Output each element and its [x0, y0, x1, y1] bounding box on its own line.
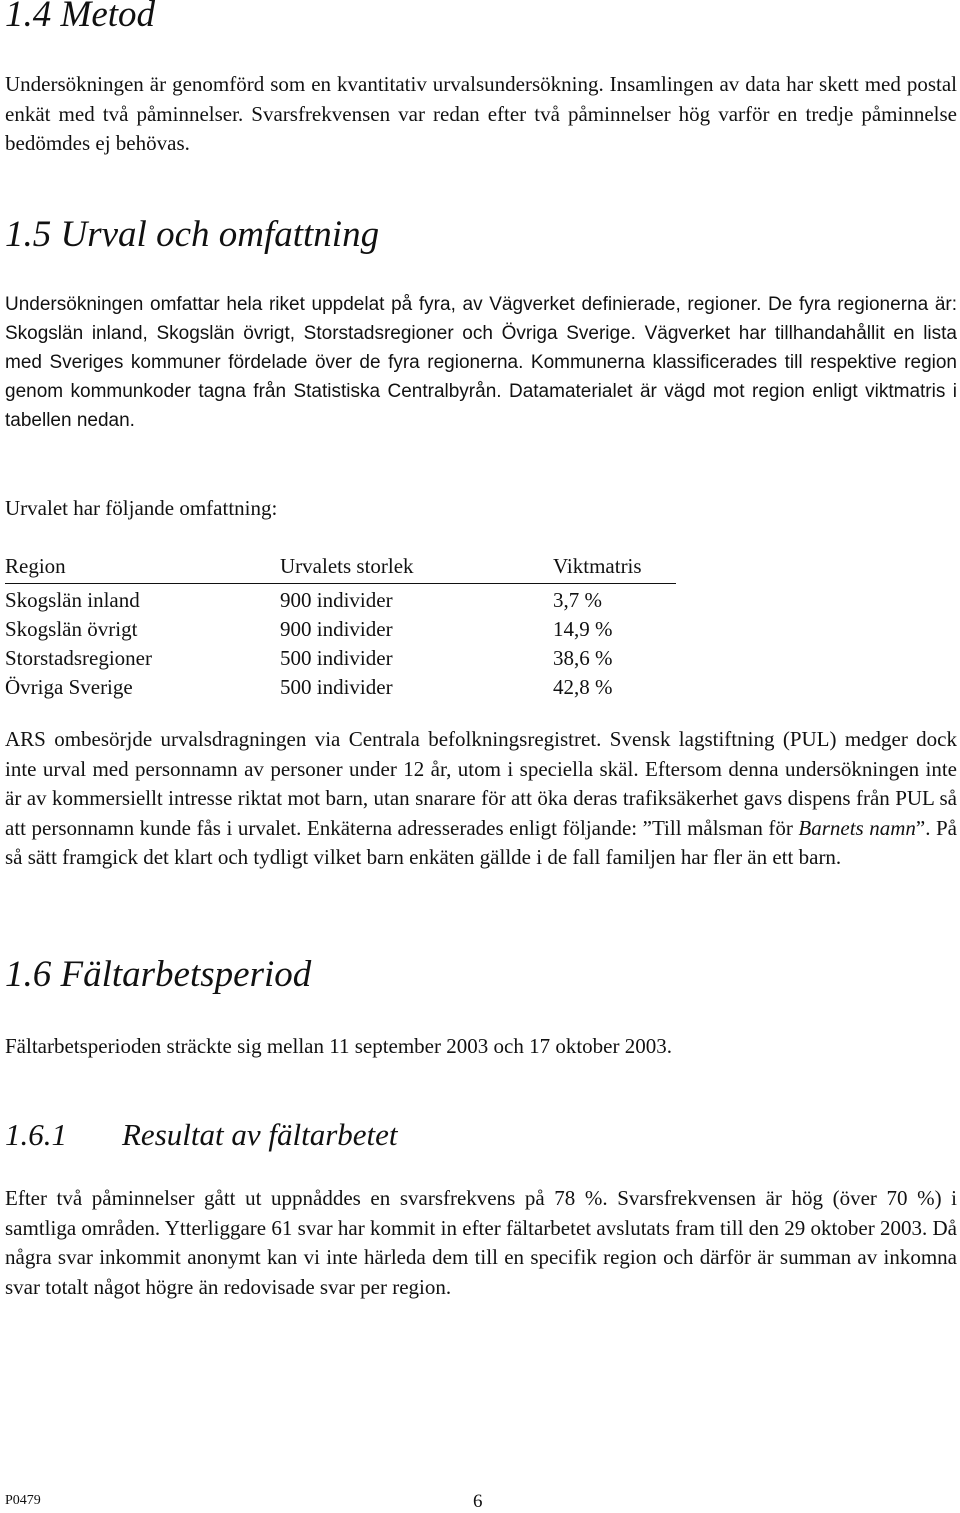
table-cell-region: Storstadsregioner: [5, 646, 152, 670]
table-row: [5, 615, 685, 644]
table-cell-region: Skogslän inland: [5, 588, 140, 612]
urval-paragraph: Undersökningen omfattar hela riket uppdelat på fyra, av Vägverket definierade, regioner. De fyra regionerna är: Skogslän inland, Skogslän övrigt, Storstadsregioner och Övriga Sverige. Vägverket har tillhandahållit en lista med Sveriges kommuner fördelade över de fyra regionerna. Kommunerna klassificerades till respektive region genom kommunkoder tagna från Statistiska Centralbyrån. Datamaterialet är vägd mot region enligt viktmatris i tabellen nedan.: [5, 294, 957, 431]
table-cell-size: 900 individer: [280, 617, 393, 641]
table-header: Region: [5, 554, 66, 578]
table-header: Viktmatris: [553, 554, 642, 578]
resultat-paragraph: Efter två påminnelser gått ut uppnåddes en svarsfrekvens på 78 %. Svarsfrekvensen är hög (över 70 %) i samtliga områden. Ytterliggare 61 svar har kommit in efter fältarbetet avslutats fram till den 29 oktober 2003. Då några svar inkommit anonymt kan vi inte härleda dem till en specifik region och därför är summan av inkomna svar totalt något högre än redovisade svar per region.: [5, 1186, 957, 1299]
faltarbetsperiod-paragraph: Fältarbetsperioden sträckte sig mellan 11 september 2003 och 17 oktober 2003.: [5, 1034, 672, 1058]
section-heading-metod: 1.4 Metod: [5, 0, 156, 35]
subsection-number: 1.6.1: [5, 1117, 67, 1152]
section-heading-urval: 1.5 Urval och omfattning: [5, 214, 380, 255]
ars-paragraph: [5, 725, 957, 873]
urval-intro: Urvalet har följande omfattning:: [5, 496, 278, 520]
table-cell-weight: 38,6 %: [553, 646, 613, 670]
table-header-row: [5, 552, 685, 581]
ars-text-part-1: ARS ombesörjde urvalsdragningen via Centrala befolkningsregistret. Svensk lagstiftning (PUL) medger dock inte urval med personnamn av personer under 12 år, utom i speciella skäl. Eftersom denna undersökningen inte är av kommersiellt intresse riktat mot barn, utan snarare för att öka deras trafiksäkerhet gavs dispens från PUL så att personnamn kunde fås i urvalet. Enkäterna adresserades enligt följande: ”Till målsman för: [5, 727, 957, 840]
table-row: [5, 644, 685, 673]
ars-text-part-2: ”. På så sätt framgick det klart och tydligt vilket barn enkäten gällde i de fall familjen har fler än ett barn.: [5, 815, 958, 869]
section-heading-faltarbetsperiod: 1.6 Fältarbetsperiod: [5, 954, 312, 995]
table-cell-weight: 14,9 %: [553, 617, 613, 641]
sample-table: [5, 552, 685, 702]
subsection-title: Resultat av fältarbetet: [122, 1117, 398, 1152]
table-row: [5, 673, 685, 702]
table-cell-weight: 3,7 %: [553, 588, 602, 612]
table-cell-size: 500 individer: [280, 675, 393, 699]
page-number: 6: [473, 1491, 483, 1512]
table-cell-region: Övriga Sverige: [5, 675, 133, 699]
ars-text-italic: Barnets namn: [798, 815, 916, 840]
table-row: [5, 586, 685, 615]
table-cell-size: 900 individer: [280, 588, 393, 612]
metod-paragraph: Undersökningen är genomförd som en kvantitativ urvalsundersökning. Insamlingen av data har skett med postal enkät med två påminnelser. Svarsfrekvensen var redan efter två påminnelser hög varför en tredje påminnelse bedömdes ej behövas.: [5, 72, 957, 155]
table-cell-region: Skogslän övrigt: [5, 617, 138, 641]
table-header: Urvalets storlek: [280, 554, 414, 578]
table-header-rule: [5, 583, 676, 584]
table-cell-size: 500 individer: [280, 646, 393, 670]
table-cell-weight: 42,8 %: [553, 675, 613, 699]
document-code: P0479: [5, 1493, 41, 1508]
